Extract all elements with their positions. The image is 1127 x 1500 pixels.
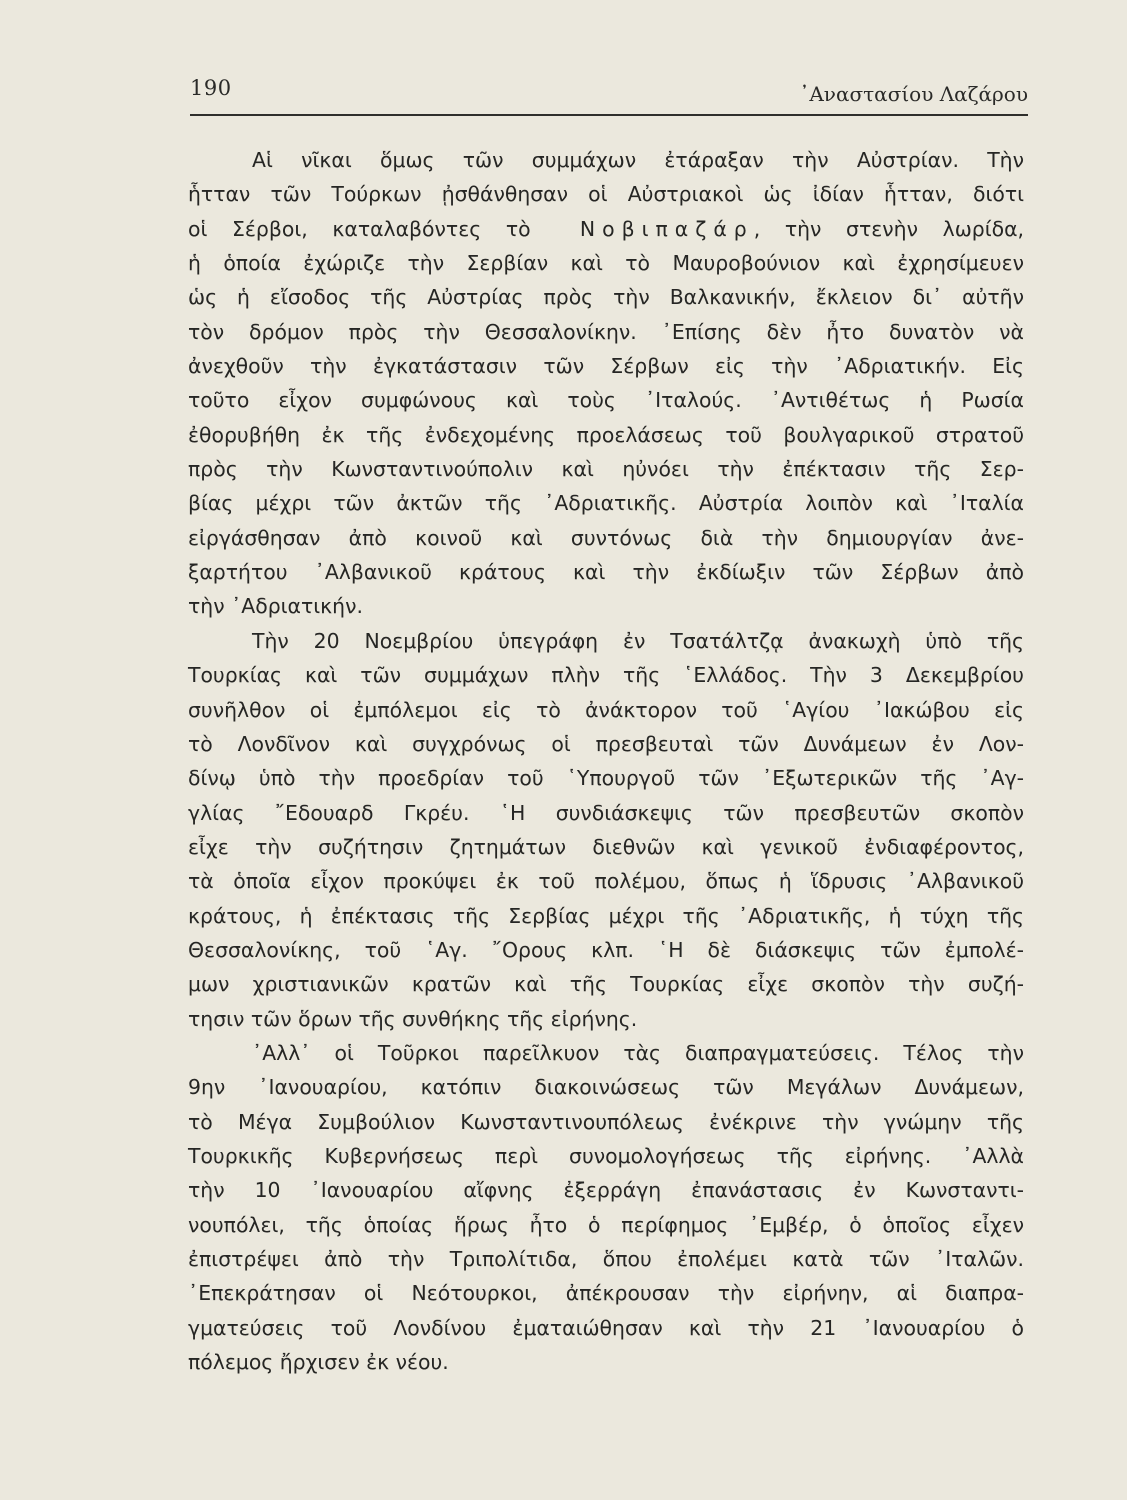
text-line: Αἱ νῖκαι ὅμως τῶν συμμάχων ἐτάραξαν τὴν Αὐστρίαν. Τὴν bbox=[252, 148, 1024, 172]
text-line: τὸν δρόμον πρὸς τὴν Θεσσαλονίκην. ᾿Επίσης δὲν ἦτο δυνατὸν νὰ bbox=[188, 319, 1024, 344]
text-line: τησιν τῶν ὅρων τῆς συνθήκης τῆς εἰρήνης. bbox=[188, 1006, 638, 1031]
text-line: βίας μέχρι τῶν ἀκτῶν τῆς ᾿Αδριατικῆς. Αὐστρία λοιπὸν καὶ ᾿Ιταλία bbox=[188, 491, 1024, 516]
text-line: ᾿Επεκράτησαν οἱ Νεότουρκοι, ἀπέκρουσαν τὴν εἰρήνην, αἱ διαπρα- bbox=[188, 1281, 1024, 1306]
text-line: ἀνεχθοῦν τὴν ἐγκατάστασιν τῶν Σέρβων εἰς τὴν ᾿Αδριατικήν. Εἰς bbox=[188, 354, 1024, 379]
page-number: 190 bbox=[190, 76, 232, 100]
text-line: τοῦτο εἶχον συμφώνους καὶ τοὺς ᾿Ιταλούς. ᾿Αντιθέτως ἡ Ρωσία bbox=[188, 388, 1024, 413]
header-rule bbox=[190, 114, 1028, 116]
text-line: Θεσσαλονίκης, τοῦ ῾Αγ. ῎Ορους κλπ. ῾Η δὲ διάσκεψις τῶν ἐμπολέ- bbox=[188, 937, 1024, 962]
text-line: δίνῳ ὑπὸ τὴν προεδρίαν τοῦ ῾Υπουργοῦ τῶν ᾿Εξωτερικῶν τῆς ᾿Αγ- bbox=[188, 766, 1024, 791]
text-line: τὰ ὁποῖα εἶχον προκύψει ἐκ τοῦ πολέμου, ὅπως ἡ ἵδρυσις ᾿Αλβανικοῦ bbox=[188, 869, 1024, 894]
text-line: ᾿Αλλ᾿ οἱ Τοῦρκοι παρεῖλκυον τὰς διαπραγματεύσεις. Τέλος τὴν bbox=[252, 1040, 1024, 1065]
text-line: Τουρκίας καὶ τῶν συμμάχων πλὴν τῆς ῾Ελλάδος. Τὴν 3 Δεκεμβρίου bbox=[188, 663, 1024, 688]
text-line: τὸ Λονδῖνον καὶ συγχρόνως οἱ πρεσβευταὶ τῶν Δυνάμεων ἐν Λον- bbox=[188, 731, 1024, 756]
body-text bbox=[188, 143, 1024, 1379]
text-line: 9ην ᾿Ιανουαρίου, κατόπιν διακοινώσεως τῶν Μεγάλων Δυνάμεων, bbox=[188, 1075, 1024, 1100]
text-line: Τὴν 20 Νοεμβρίου ὑπεγράφη ἐν Τσατάλτζᾳ ἀνακωχὴ ὑπὸ τῆς bbox=[252, 628, 1024, 653]
text-line: συνῆλθον οἱ ἐμπόλεμοι εἰς τὸ ἀνάκτορον τοῦ ῾Αγίου ᾿Ιακώβου εἰς bbox=[188, 697, 1024, 722]
text-line: εἶχε τὴν συζήτησιν ζητημάτων διεθνῶν καὶ γενικοῦ ἐνδιαφέροντος, bbox=[188, 834, 1024, 859]
text-line: μων χριστιανικῶν κρατῶν καὶ τῆς Τουρκίας εἶχε σκοπὸν τὴν συζή- bbox=[188, 972, 1024, 997]
text-line: Τουρκικῆς Κυβερνήσεως περὶ συνομολογήσεως τῆς εἰρήνης. ᾿Αλλὰ bbox=[188, 1143, 1024, 1168]
text-line: τὸ Μέγα Συμβούλιον Κωνσταντινουπόλεως ἐνέκρινε τὴν γνώμην τῆς bbox=[188, 1109, 1024, 1134]
text-line: γματεύσεις τοῦ Λονδίνου ἐματαιώθησαν καὶ τὴν 21 ᾿Ιανουαρίου ὁ bbox=[188, 1315, 1024, 1340]
text-line: τὴν ᾿Αδριατικήν. bbox=[188, 594, 363, 619]
place-name-spaced: Νοβιπαζάρ bbox=[579, 216, 754, 241]
text-line: ἐπιστρέψει ἀπὸ τὴν Τριπολίτιδα, ὅπου ἐπολέμει κατὰ τῶν ᾿Ιταλῶν. bbox=[188, 1247, 1024, 1271]
page-header bbox=[190, 72, 1028, 112]
text-line: ὡς ἡ εἴσοδος τῆς Αὐστρίας πρὸς τὴν Βαλκανικήν, ἔκλειον δι᾿ αὐτῆν bbox=[188, 285, 1024, 310]
text-segment: οἱ Σέρβοι, καταλαβόντες τὸ bbox=[188, 216, 531, 241]
text-line: τὴν 10 ᾿Ιανουαρίου αἴφνης ἐξερράγη ἐπανάστασις ἐν Κωνσταντι- bbox=[188, 1178, 1024, 1203]
text-line: ἐθορυβήθη ἐκ τῆς ἐνδεχομένης προελάσεως τοῦ βουλγαρικοῦ στρατοῦ bbox=[188, 422, 1024, 447]
text-line: πόλεμος ἤρχισεν ἐκ νέου. bbox=[188, 1350, 449, 1375]
text-line: νουπόλει, τῆς ὁποίας ἥρως ἦτο ὁ περίφημος ᾿Εμβέρ, ὁ ὁποῖος εἶχεν bbox=[188, 1212, 1024, 1237]
text-line: εἰργάσθησαν ἀπὸ κοινοῦ καὶ συντόνως διὰ τὴν δημιουργίαν ἀνε- bbox=[188, 525, 1024, 550]
text-line: κράτους, ἡ ἐπέκτασις τῆς Σερβίας μέχρι τῆς ᾿Αδριατικῆς, ἡ τύχη τῆς bbox=[188, 903, 1024, 928]
text-line: ξαρτήτου ᾿Αλβανικοῦ κράτους καὶ τὴν ἐκδίωξιν τῶν Σέρβων ἀπὸ bbox=[188, 560, 1024, 585]
text-line: πρὸς τὴν Κωνσταντινούπολιν καὶ ηὐνόει τὴν ἐπέκτασιν τῆς Σερ- bbox=[188, 457, 1024, 482]
text-line: γλίας ῎Εδουαρδ Γκρέυ. ῾Η συνδιάσκεψις τῶν πρεσβευτῶν σκοπὸν bbox=[188, 800, 1024, 825]
text-segment: , τὴν στενὴν λωρίδα, bbox=[753, 216, 1025, 241]
text-line bbox=[188, 212, 1024, 246]
running-head: ᾿Αναστασίου Λαζάρου bbox=[799, 82, 1028, 106]
text-line: ἧτταν τῶν Τούρκων ᾐσθάνθησαν οἱ Αὐστριακοὶ ὡς ἰδίαν ἧτταν, διότι bbox=[188, 182, 1024, 207]
text-line: ἡ ὁποία ἐχώριζε τὴν Σερβίαν καὶ τὸ Μαυροβούνιον καὶ ἐχρησίμευεν bbox=[188, 251, 1024, 276]
